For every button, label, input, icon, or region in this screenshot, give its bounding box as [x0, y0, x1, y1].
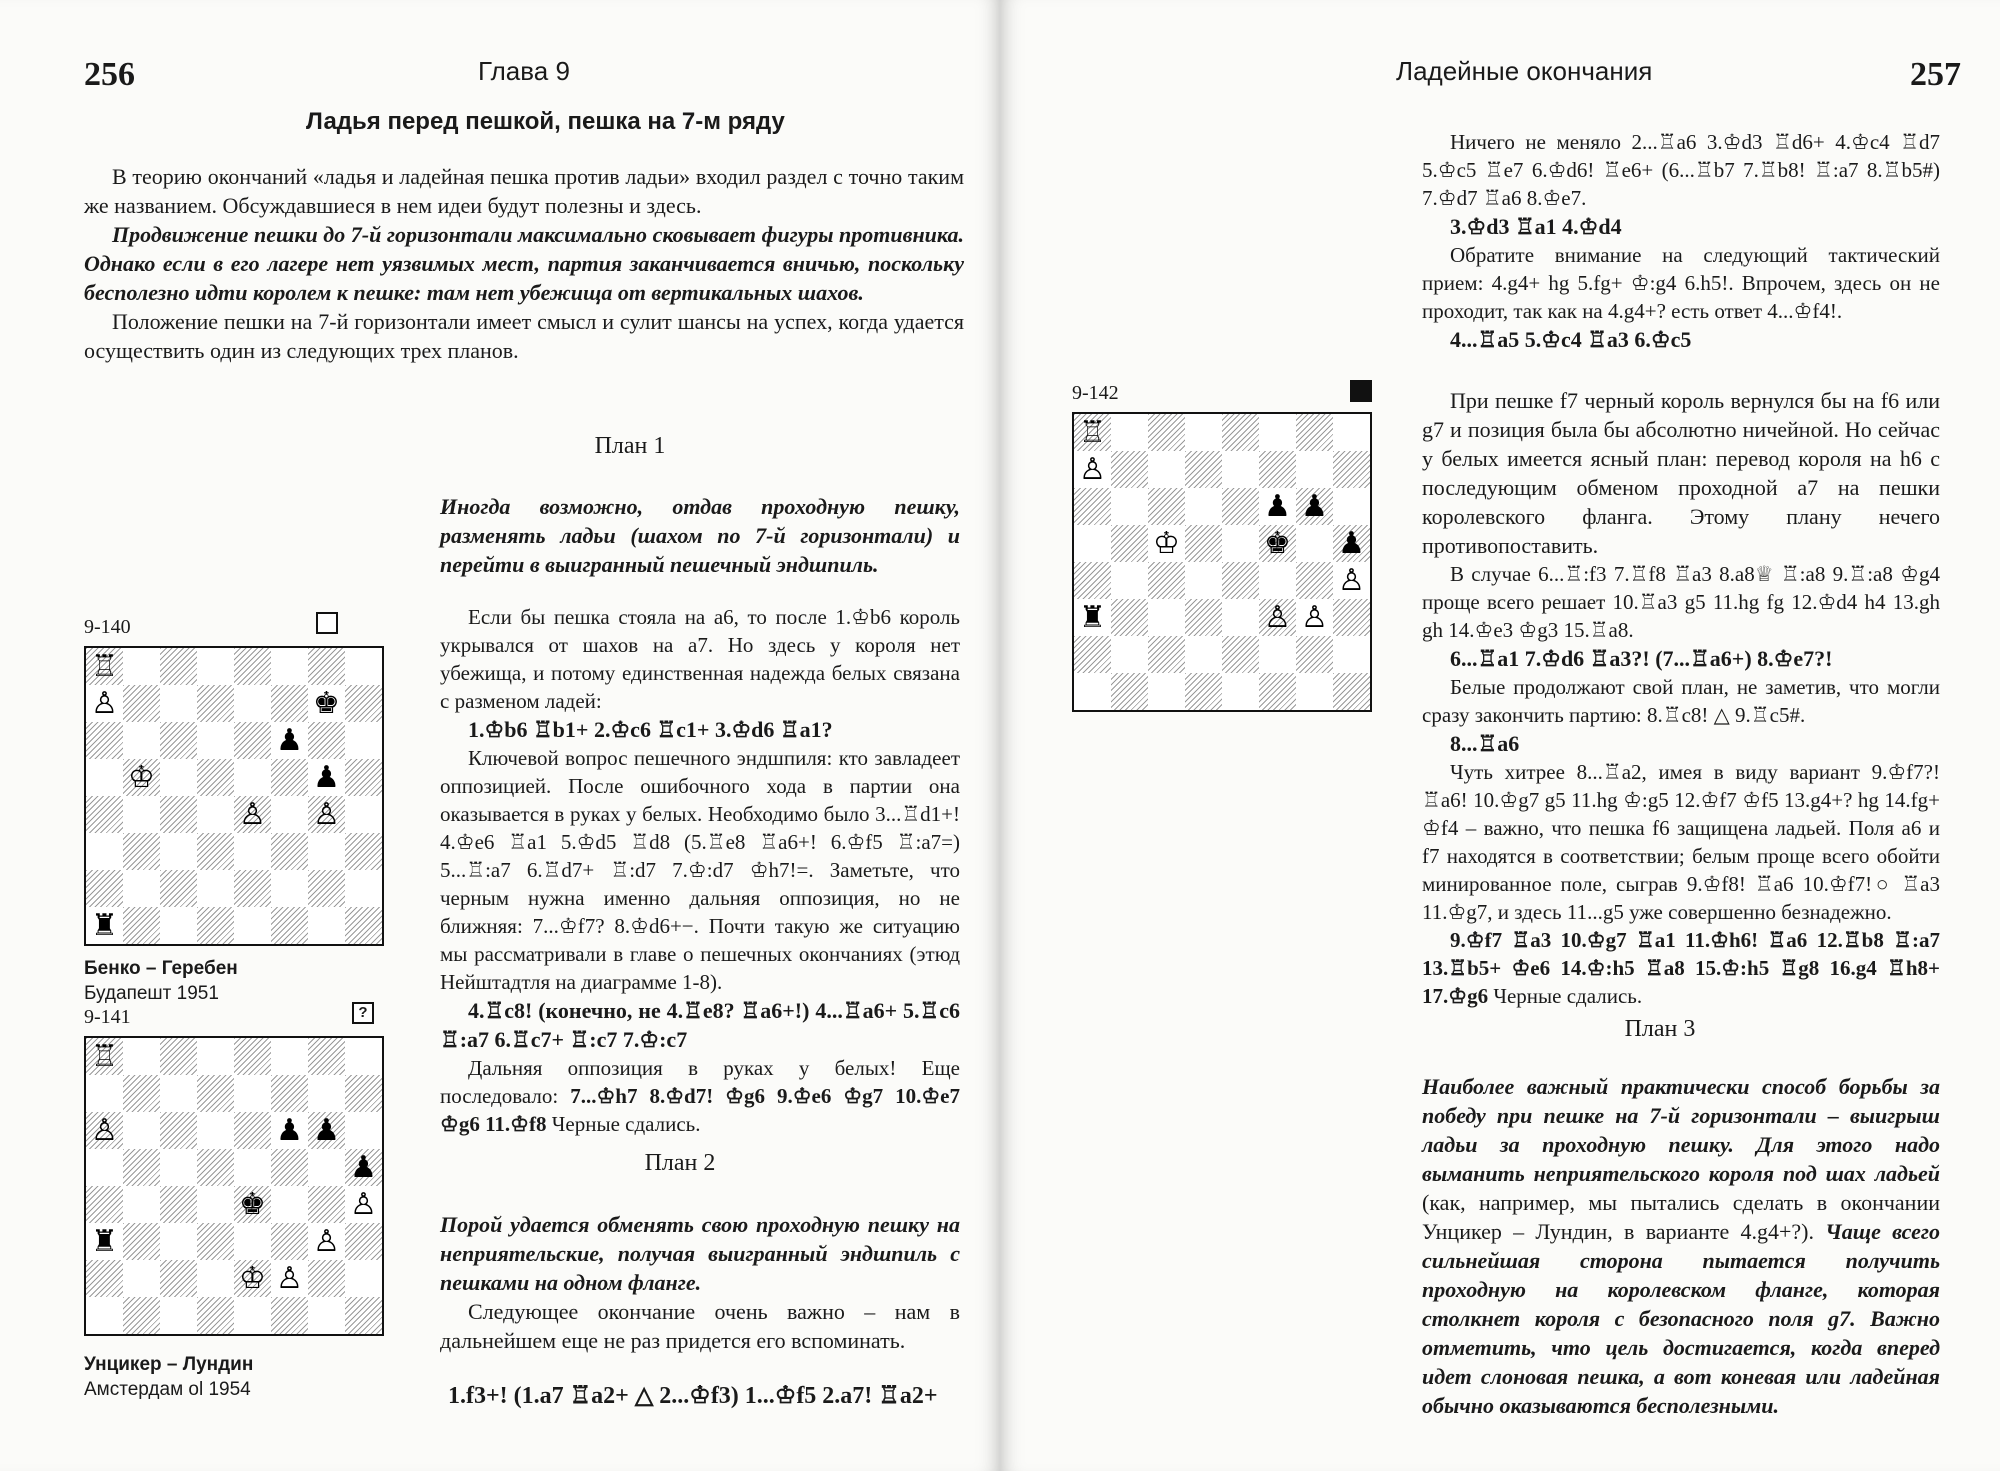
- square-g6: [308, 722, 345, 759]
- square-b4: [123, 796, 160, 833]
- square-d6: [1185, 488, 1222, 525]
- square-a6: [1074, 488, 1111, 525]
- square-g5: [308, 759, 345, 796]
- square-a4: [1074, 562, 1111, 599]
- square-c8: [1148, 414, 1185, 451]
- intro-block: [84, 162, 964, 365]
- square-h1: [345, 1297, 382, 1334]
- square-c3: [160, 1223, 197, 1260]
- square-c7: [160, 1075, 197, 1112]
- square-f3: [271, 1223, 308, 1260]
- square-d2: [197, 870, 234, 907]
- plan2-rule: Порой удается обменять свою проходную пешку на неприятельские, получая выигранный эндшпиль с пешками на одном фланге.: [440, 1212, 960, 1295]
- square-c8: [160, 648, 197, 685]
- square-h7: [1333, 451, 1370, 488]
- square-d5: [1185, 525, 1222, 562]
- square-d5: [197, 1149, 234, 1186]
- right-page: [1000, 0, 2000, 1471]
- paragraph: Белые продолжают свой план, не заметив, что могли сразу закончить партию: 8.♖c8! △ 9.♖c5#.: [1422, 675, 1940, 727]
- square-b7: [123, 1075, 160, 1112]
- square-h8: [1333, 414, 1370, 451]
- white-pawn-icon: ♙: [1264, 599, 1291, 635]
- white-pawn-icon: ♙: [313, 1223, 340, 1259]
- square-c6: [160, 722, 197, 759]
- square-d1: [1185, 673, 1222, 710]
- square-f4: [271, 1186, 308, 1223]
- square-e3: [234, 1223, 271, 1260]
- square-b7: [1111, 451, 1148, 488]
- square-b7: [123, 685, 160, 722]
- plan1-text-3-moves: 7...♔h7 8.♔d7! ♔g6 9.♔e6 ♔g7 10.♔e7 ♔g6 11.♔f8: [440, 1084, 960, 1136]
- chapter-running-head: Глава 9: [478, 56, 570, 86]
- square-g2: [1296, 636, 1333, 673]
- square-h7: [345, 1075, 382, 1112]
- plan1-title: План 1: [594, 433, 666, 459]
- chess-board-9-142: [1072, 412, 1372, 712]
- square-a6: [86, 1112, 123, 1149]
- square-d2: [197, 1260, 234, 1297]
- plan3-rule-c: Чаще всего сильнейшая сторона пытается получить проходную на королевском фланге, которая столкнет короля с безопасного поля g7. Важно отметить, что цель достигается, когда вперед идет слоновая пешка, а вот коневая или ладейная обычно оказываются бесполезными.: [1422, 1219, 1940, 1418]
- black-rook-icon: ♜: [91, 907, 118, 943]
- square-c3: [1148, 599, 1185, 636]
- square-b6: [123, 1112, 160, 1149]
- square-b2: [1111, 636, 1148, 673]
- black-pawn-icon: ♟: [276, 1112, 303, 1148]
- square-a2: [86, 1260, 123, 1297]
- plan3-rule: [1422, 1072, 1940, 1420]
- square-b6: [123, 722, 160, 759]
- paragraph: Обратите внимание на следующий тактический прием: 4.g4+ hg 5.fg+ ♔:g4 6.h5!. Впрочем, здесь он не проходит, так как на 4.g4+? есть ответ 4...♔f4!.: [1422, 243, 1940, 323]
- square-g4: [308, 796, 345, 833]
- square-h4: [1333, 562, 1370, 599]
- square-a2: [86, 870, 123, 907]
- square-c4: [1148, 562, 1185, 599]
- square-b3: [123, 1223, 160, 1260]
- plan3-rule-b: (как, например, мы пытались сделать в окончании Унцикер – Лундин, в варианте 4.g4+?).: [1422, 1190, 1940, 1244]
- black-rook-icon: ♜: [91, 1223, 118, 1259]
- square-g8: [308, 1038, 345, 1075]
- square-g4: [308, 1186, 345, 1223]
- black-pawn-icon: ♟: [276, 722, 303, 758]
- square-c5: [1148, 525, 1185, 562]
- square-f2: [271, 870, 308, 907]
- square-g1: [1296, 673, 1333, 710]
- square-e2: [1222, 636, 1259, 673]
- square-e6: [1222, 488, 1259, 525]
- square-h7: [345, 685, 382, 722]
- plan2-moves-block: [448, 1382, 968, 1411]
- square-c1: [1148, 673, 1185, 710]
- square-e2: [234, 1260, 271, 1297]
- square-b4: [123, 1186, 160, 1223]
- square-e8: [234, 648, 271, 685]
- white-pawn-icon: ♙: [1301, 599, 1328, 635]
- plan1-text: Если бы пешка стояла на а6, то после 1.♔b6 король укрывался от шахов на а7. Но здесь у короля нет убежища, и потому единственная надежда белых связана с разменом ладей:: [440, 605, 960, 713]
- square-f8: [271, 648, 308, 685]
- square-e7: [234, 685, 271, 722]
- square-g6: [1296, 488, 1333, 525]
- square-c6: [1148, 488, 1185, 525]
- square-h6: [345, 722, 382, 759]
- square-a7: [86, 1075, 123, 1112]
- square-a2: [1074, 636, 1111, 673]
- plan1-moves-2: 4.♖c8! (конечно, не 4.♖e8? ♖a6+!) 4...♖a6+ 5.♖c6 ♖:a7 6.♖c7+ ♖:c7 7.♔:c7: [440, 998, 960, 1052]
- black-pawn-icon: ♟: [1301, 488, 1328, 524]
- plan1-rule-block: [440, 492, 960, 579]
- square-d6: [197, 1112, 234, 1149]
- plan1-text-3-end: Черные сдались.: [551, 1112, 701, 1136]
- square-h5: [1333, 525, 1370, 562]
- square-h3: [1333, 599, 1370, 636]
- moves: 3.♔d3 ♖a1 4.♔d4: [1450, 214, 1622, 239]
- white-rook-icon: ♖: [91, 648, 118, 684]
- square-h2: [345, 1260, 382, 1297]
- question-mark-icon: ?: [352, 1002, 374, 1024]
- square-g5: [308, 1149, 345, 1186]
- square-d7: [1185, 451, 1222, 488]
- square-a7: [86, 685, 123, 722]
- black-pawn-icon: ♟: [1338, 525, 1365, 561]
- square-g2: [308, 1260, 345, 1297]
- square-d3: [1185, 599, 1222, 636]
- square-b5: [123, 1149, 160, 1186]
- square-g7: [308, 685, 345, 722]
- white-rook-icon: ♖: [1079, 414, 1106, 450]
- square-b3: [1111, 599, 1148, 636]
- square-f2: [1259, 636, 1296, 673]
- square-g3: [308, 1223, 345, 1260]
- square-g8: [1296, 414, 1333, 451]
- square-c6: [160, 1112, 197, 1149]
- square-a1: [1074, 673, 1111, 710]
- square-d4: [1185, 562, 1222, 599]
- black-king-icon: ♚: [1264, 525, 1291, 561]
- plan2-block: [440, 1210, 960, 1355]
- square-h8: [345, 648, 382, 685]
- square-c4: [160, 796, 197, 833]
- moves: 6...♖a1 7.♔d6 ♖a3?! (7...♖a6+) 8.♔e7?!: [1450, 646, 1833, 671]
- square-e1: [234, 1297, 271, 1334]
- game-event: Амстердам ol 1954: [84, 1379, 251, 1400]
- square-c1: [160, 1297, 197, 1334]
- black-pawn-icon: ♟: [350, 1149, 377, 1185]
- square-h6: [345, 1112, 382, 1149]
- moves-final: [1422, 926, 1940, 1010]
- diagram-label: 9-142: [1072, 382, 1119, 404]
- square-b5: [123, 759, 160, 796]
- square-c5: [160, 759, 197, 796]
- square-e1: [234, 907, 271, 944]
- square-f1: [1259, 673, 1296, 710]
- square-f6: [1259, 488, 1296, 525]
- rule-paragraph: Продвижение пешки до 7-й горизонтали максимально сковывает фигуры противника. Однако если в его лагере нет уязвимых мест, партия заканчивается вничью, поскольку бесполезно идти королем к пешке: там нет убежища от вертикальных шахов.: [84, 222, 964, 305]
- square-e8: [1222, 414, 1259, 451]
- square-g3: [1296, 599, 1333, 636]
- game-event: Будапешт 1951: [84, 983, 219, 1004]
- square-g1: [308, 907, 345, 944]
- plan1-rule: Иногда возможно, отдав проходную пешку, разменять ладьи (шахом по 7-й горизонтали) и перейти в выигранный пешечный эндшпиль.: [440, 494, 960, 577]
- square-a8: [1074, 414, 1111, 451]
- square-c2: [160, 1260, 197, 1297]
- square-e6: [234, 1112, 271, 1149]
- square-h4: [345, 796, 382, 833]
- running-head: Ладейные окончания: [1396, 56, 1653, 86]
- square-f4: [1259, 562, 1296, 599]
- square-f4: [271, 796, 308, 833]
- square-e4: [234, 1186, 271, 1223]
- square-e2: [234, 870, 271, 907]
- square-h8: [345, 1038, 382, 1075]
- square-d1: [197, 907, 234, 944]
- square-b2: [123, 1260, 160, 1297]
- square-e5: [234, 1149, 271, 1186]
- square-c2: [160, 870, 197, 907]
- white-king-icon: ♔: [239, 1260, 266, 1296]
- square-b4: [1111, 562, 1148, 599]
- square-c1: [160, 907, 197, 944]
- square-f6: [271, 722, 308, 759]
- square-g2: [308, 870, 345, 907]
- right-text-middle: [1422, 386, 1940, 1010]
- paragraph: В случае 6...♖:f3 7.♖f8 ♖a3 8.a8♕ ♖:a8 9.♖:a8 ♔g4 проще всего решает 10.♖a3 g5 11.hg fg 12.♔d4 h4 13.gh gh 14.♔e3 ♔g3 15.♖a8.: [1422, 562, 1940, 642]
- square-g7: [308, 1075, 345, 1112]
- square-b8: [123, 648, 160, 685]
- page-number-left: 256: [84, 56, 135, 93]
- square-g5: [1296, 525, 1333, 562]
- diagram-label: 9-141: [84, 1006, 131, 1028]
- white-pawn-icon: ♙: [1079, 451, 1106, 487]
- moves: 8...♖a6: [1450, 731, 1520, 756]
- square-d2: [1185, 636, 1222, 673]
- paragraph: Ничего не меняло 2...♖a6 3.♔d3 ♖d6+ 4.♔c4 ♖d7 5.♔c5 ♖e7 6.♔d6! ♖e6+ (6...♖b7 7.♖b8! ♖:a7 8.♖b5#) 7.♔d7 ♖a6 8.♔e7.: [1422, 130, 1940, 210]
- square-d7: [197, 685, 234, 722]
- square-h5: [345, 759, 382, 796]
- white-pawn-icon: ♙: [1338, 562, 1365, 598]
- white-pawn-icon: ♙: [91, 685, 118, 721]
- black-rook-icon: ♜: [1079, 599, 1106, 635]
- square-f7: [1259, 451, 1296, 488]
- square-c7: [1148, 451, 1185, 488]
- square-f5: [271, 1149, 308, 1186]
- white-pawn-icon: ♙: [91, 1112, 118, 1148]
- square-f3: [1259, 599, 1296, 636]
- square-a8: [86, 648, 123, 685]
- square-e4: [234, 796, 271, 833]
- square-a1: [86, 907, 123, 944]
- square-b2: [123, 870, 160, 907]
- square-b1: [123, 907, 160, 944]
- square-h6: [1333, 488, 1370, 525]
- square-e1: [1222, 673, 1259, 710]
- square-d7: [197, 1075, 234, 1112]
- moves: 4...♖a5 5.♔c4 ♖a3 6.♔c5: [1450, 327, 1692, 352]
- page-number-right: 257: [1910, 56, 1961, 93]
- black-to-move-icon: [1350, 380, 1372, 402]
- square-b1: [123, 1297, 160, 1334]
- square-a4: [86, 796, 123, 833]
- game-players: Бенко – Геребен: [84, 958, 238, 979]
- plan1-text-3: [440, 1054, 960, 1138]
- square-c4: [160, 1186, 197, 1223]
- white-rook-icon: ♖: [91, 1038, 118, 1074]
- square-h2: [345, 870, 382, 907]
- black-pawn-icon: ♟: [1264, 488, 1291, 524]
- right-text-top: [1422, 128, 1940, 354]
- square-h4: [345, 1186, 382, 1223]
- square-b6: [1111, 488, 1148, 525]
- square-a7: [1074, 451, 1111, 488]
- square-e8: [234, 1038, 271, 1075]
- square-e6: [234, 722, 271, 759]
- square-d4: [197, 1186, 234, 1223]
- square-a8: [86, 1038, 123, 1075]
- diagram-label: 9-140: [84, 616, 131, 638]
- square-h3: [345, 833, 382, 870]
- black-king-icon: ♚: [239, 1186, 266, 1222]
- square-c8: [160, 1038, 197, 1075]
- square-d5: [197, 759, 234, 796]
- square-a3: [1074, 599, 1111, 636]
- black-pawn-icon: ♟: [313, 1112, 340, 1148]
- square-h3: [345, 1223, 382, 1260]
- square-c3: [160, 833, 197, 870]
- square-c2: [1148, 636, 1185, 673]
- square-a5: [86, 759, 123, 796]
- square-c5: [160, 1149, 197, 1186]
- plan3-block: [1422, 1072, 1940, 1420]
- square-f2: [271, 1260, 308, 1297]
- square-b1: [1111, 673, 1148, 710]
- plan1-text-3-lead: Дальняя оппозиция в руках у белых! Еще последовало:: [440, 1056, 960, 1108]
- square-e3: [1222, 599, 1259, 636]
- paragraph: Чуть хитрее 8...♖a2, имея в виду вариант 9.♔f7?! ♖a6! 10.♔g7 g5 11.hg ♔:g5 12.♔f7 ♔f5 13.g4+? hg 14.fg+ ♔f4 – важно, что пешка f6 защищена ладьей. Поля а6 и f7 находятся в соответствии; белым проще всего обойти минированное поле, сыграв 9.♔f8! ♖a6 10.♔f7!○ ♖a3 11.♔g7, и здесь 11...g5 уже совершенно безнадежно.: [1422, 760, 1940, 924]
- square-f1: [271, 1297, 308, 1334]
- square-d4: [197, 796, 234, 833]
- square-e3: [234, 833, 271, 870]
- white-pawn-icon: ♙: [350, 1186, 377, 1222]
- white-king-icon: ♔: [128, 759, 155, 795]
- square-a6: [86, 722, 123, 759]
- square-g3: [308, 833, 345, 870]
- square-e7: [1222, 451, 1259, 488]
- final-moves: 9.♔f7 ♖a3 10.♔g7 ♖a1 11.♔h6! ♖a6 12.♖b8 ♖:a7 13.♖b5+ ♔e6 14.♔:h5 ♖a8 15.♔:h5 ♖g8 16.g4 ♖h8+ 17.♔g6: [1422, 928, 1940, 1008]
- square-a3: [86, 833, 123, 870]
- game-players: Унцикер – Лундин: [84, 1354, 254, 1375]
- square-a5: [1074, 525, 1111, 562]
- square-g6: [308, 1112, 345, 1149]
- square-h2: [1333, 636, 1370, 673]
- square-h1: [345, 907, 382, 944]
- square-g4: [1296, 562, 1333, 599]
- square-g1: [308, 1297, 345, 1334]
- white-pawn-icon: ♙: [239, 796, 266, 832]
- square-f5: [1259, 525, 1296, 562]
- final-result: Черные сдались.: [1493, 984, 1643, 1008]
- plan2-moves: 1.f3+! (1.a7 ♖a2+ △ 2...♔f3) 1...♔f5 2.a7! ♖a2+: [448, 1383, 938, 1409]
- square-f6: [271, 1112, 308, 1149]
- square-f7: [271, 1075, 308, 1112]
- intro-paragraph: В теорию окончаний «ладья и ладейная пешка против ладьи» входил раздел с точно таким же названием. Обсуждавшиеся в нем идеи будут полезны и здесь.: [84, 164, 964, 218]
- plan1-moves-1: 1.♔b6 ♖b1+ 2.♔c6 ♖c1+ 3.♔d6 ♖a1?: [468, 717, 833, 742]
- square-a3: [86, 1223, 123, 1260]
- square-h5: [345, 1149, 382, 1186]
- square-b8: [123, 1038, 160, 1075]
- square-e5: [234, 759, 271, 796]
- chess-board-9-141: [84, 1036, 384, 1336]
- plan2-text: Следующее окончание очень важно – нам в дальнейшем еще не раз придется его вспоминать.: [440, 1299, 960, 1353]
- square-c7: [160, 685, 197, 722]
- square-d8: [1185, 414, 1222, 451]
- section-title: Ладья перед пешкой, пешка на 7-м ряду: [306, 108, 785, 135]
- white-king-icon: ♔: [1153, 525, 1180, 561]
- square-d3: [197, 833, 234, 870]
- square-e7: [234, 1075, 271, 1112]
- game-caption-9-140: [84, 956, 238, 1006]
- plan3-title: План 3: [1624, 1016, 1696, 1042]
- white-pawn-icon: ♙: [313, 796, 340, 832]
- black-king-icon: ♚: [313, 685, 340, 721]
- intro-paragraph-2: Положение пешки на 7-й горизонтали имеет смысл и сулит шансы на успех, когда удается осуществить один из следующих трех планов.: [84, 309, 964, 363]
- square-b3: [123, 833, 160, 870]
- square-h1: [1333, 673, 1370, 710]
- square-d6: [197, 722, 234, 759]
- square-f7: [271, 685, 308, 722]
- white-pawn-icon: ♙: [276, 1260, 303, 1296]
- square-d8: [197, 648, 234, 685]
- square-a1: [86, 1297, 123, 1334]
- square-d1: [197, 1297, 234, 1334]
- plan1-text-2: Ключевой вопрос пешечного эндшпиля: кто завладеет оппозицией. После ошибочного хода в партии она оказывается в руках у белых. Необходимо было 3...♖d1+! 4.♔e6 ♖a1 5.♔d5 ♖d8 (5.♖e8 ♖a6+! 6.♔f5 ♖:a7=) 5...♖:a7 6.♖d7+ ♖:d7 7.♔:d7 ♔h7!=. Заметьте, что черным нужна именно дальняя оппозиция, но не ближняя: 7...♔f7? 8.♔d6+−. Почти такую же ситуацию мы рассматривали в главе о пешечных окончаниях (этюд Нейштадтля на диаграмме 1-8).: [440, 746, 960, 994]
- square-f8: [271, 1038, 308, 1075]
- square-e5: [1222, 525, 1259, 562]
- square-b8: [1111, 414, 1148, 451]
- square-f8: [1259, 414, 1296, 451]
- square-a4: [86, 1186, 123, 1223]
- chess-board-9-140: [84, 646, 384, 946]
- game-caption-9-141: [84, 1352, 253, 1402]
- white-to-move-icon: [316, 612, 338, 634]
- square-d3: [197, 1223, 234, 1260]
- plan3-rule-a: Наиболее важный практически способ борьбы за победу при пешке на 7-й горизонтали – выигрыш ладьи за проходную пешку. Для этого надо выманить неприятельского короля под шах ладьей: [1422, 1074, 1940, 1186]
- square-g7: [1296, 451, 1333, 488]
- square-b5: [1111, 525, 1148, 562]
- square-e4: [1222, 562, 1259, 599]
- plan2-title: План 2: [644, 1150, 716, 1176]
- square-d8: [197, 1038, 234, 1075]
- square-a5: [86, 1149, 123, 1186]
- plan1-text-block: [440, 603, 960, 1138]
- black-pawn-icon: ♟: [313, 759, 340, 795]
- square-f3: [271, 833, 308, 870]
- paragraph: При пешке f7 черный король вернулся бы на f6 или g7 и позиция была бы абсолютно ничейной. Но сейчас у белых имеется ясный план: перевод короля на h6 с последующим обменом проходной а7 на пешки королевского фланга. Этому плану нечего противопоставить.: [1422, 388, 1940, 558]
- square-g8: [308, 648, 345, 685]
- square-f1: [271, 907, 308, 944]
- square-f5: [271, 759, 308, 796]
